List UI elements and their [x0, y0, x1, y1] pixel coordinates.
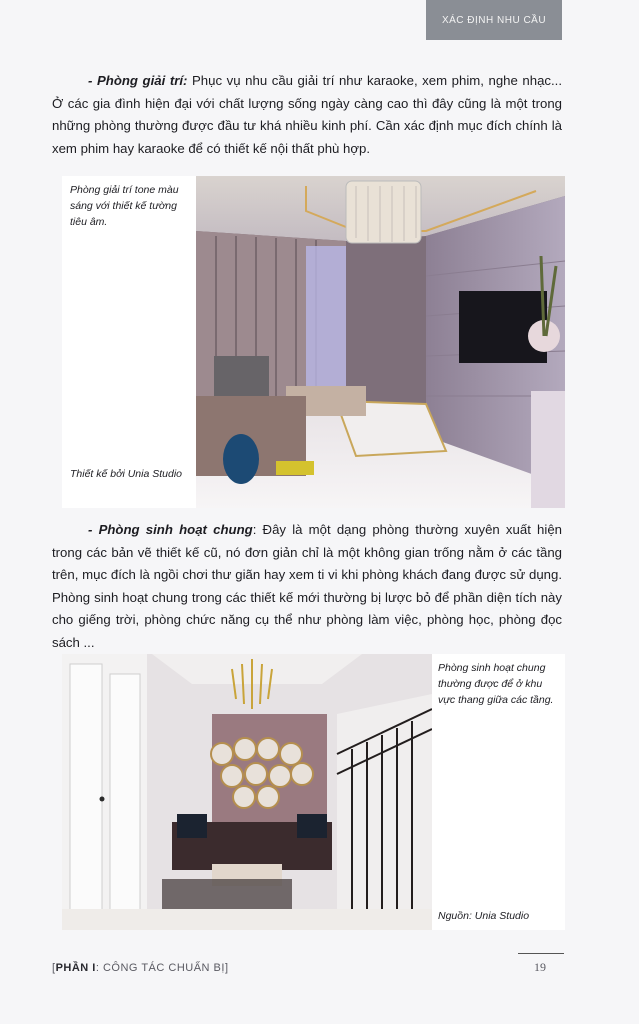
paragraph-living-room	[52, 519, 562, 654]
figure-credit: Nguồn: Unia Studio	[438, 910, 530, 922]
living-room-photo	[62, 654, 432, 930]
entertainment-room-photo	[196, 176, 565, 508]
paragraph-body-entertainment: Phục vụ nhu cầu giải trí như karaoke, xem phim, nghe nhạc... Ở các gia đình hiện đại với chất lượng sống ngày càng cao thì đây cũng là một trong những phòng thường được đầu tư khá nhiều kinh phí. Cần xác định mục đích chính là xem phim hay karaoke để có thiết kế nội thất phù hợp.	[52, 73, 562, 156]
paragraph-lead-entertainment: - Phòng giải trí:	[88, 73, 188, 88]
figure-credit: Thiết kế bởi Unia Studio	[70, 468, 182, 480]
paragraph-body-living-room: : Đây là một dạng phòng thường xuyên xuất hiện trong các bản vẽ thiết kế cũ, nó đơn giản chỉ là một không gian trống nằm ở các tầng trên, mục đích là ngồi chơi thư giãn hay xem ti vi khi phòng khách đang được sử dụng. Phòng sinh hoạt chung trong các thiết kế mới thường bị lược bỏ để phần diện tích này cho giếng trời, phòng chức năng cụ thể như phòng làm việc, phòng học, phòng đọc sách ...	[52, 522, 562, 650]
living-room-illustration	[62, 654, 432, 930]
figure-living-room	[62, 654, 565, 930]
footer-part-title: [PHẦN I: CÔNG TÁC CHUẨN BỊ]	[52, 962, 229, 974]
figure-caption: Phòng sinh hoạt chung thường được để ở khu vực thang giữa các tầng.	[438, 662, 554, 706]
section-header-tab	[426, 0, 562, 40]
footer-rule	[518, 953, 564, 954]
page-number: 19	[534, 960, 546, 974]
paragraph-entertainment-room	[52, 70, 562, 160]
section-header-label: XÁC ĐỊNH NHU CẦU	[441, 14, 547, 26]
footer-part-name: : CÔNG TÁC CHUẨN BỊ	[95, 962, 225, 974]
figure-entertainment-room	[62, 176, 565, 508]
entertainment-room-illustration	[196, 176, 565, 508]
paragraph-lead-living-room: - Phòng sinh hoạt chung	[88, 522, 253, 537]
figure-caption: Phòng giải trí tone màu sáng với thiết kế tường tiêu âm.	[70, 184, 179, 228]
footer-part-label: PHẦN I	[55, 962, 96, 974]
